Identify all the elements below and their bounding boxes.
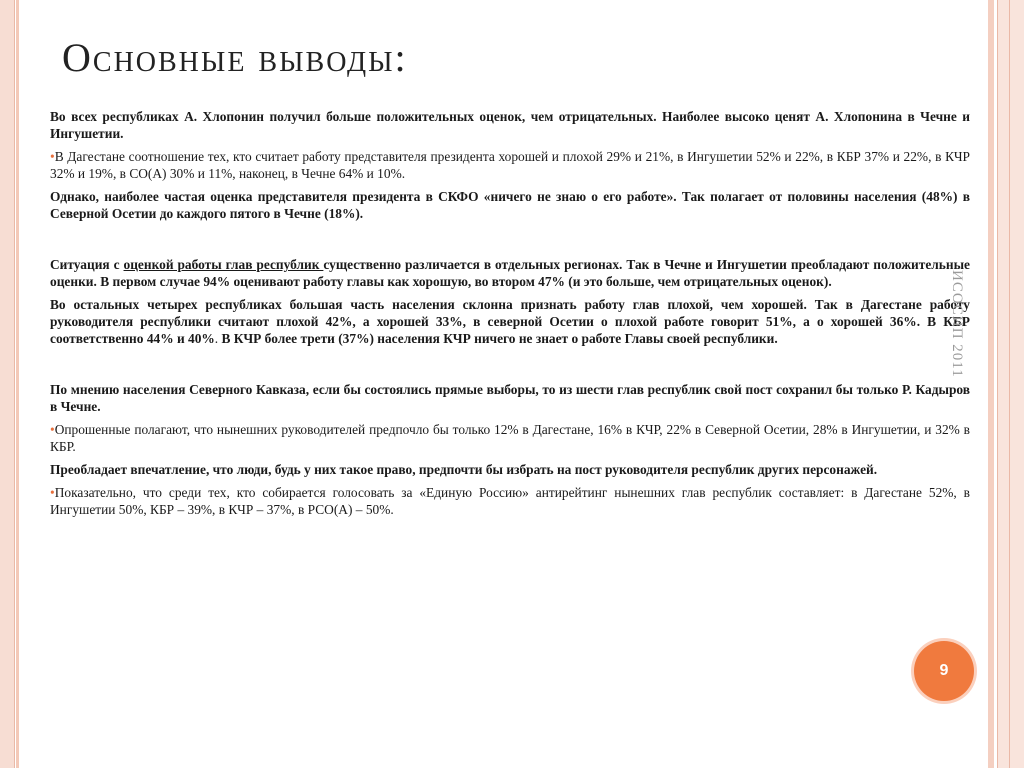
bullet-1 xyxy=(50,148,970,182)
paragraph-4-main: Во остальных четырех республиках большая часть населения склонна признать работу глав плохой, чем хорошей. Так в Дагестане работу руководителя республики считают плохой 42%, а хорошей 33%, в северной Осетии о плохой работе говорит 51%, а о хорошей 36%. В КБР соответственно 44% и 40% xyxy=(50,297,970,346)
left-decor-stripe xyxy=(0,0,15,768)
slide-body xyxy=(50,108,970,524)
paragraph-5: По мнению населения Северного Кавказа, если бы состоялись прямые выборы, то из шести глав республик свой пост сохранил бы только Р. Кадыров в Чечне. xyxy=(50,382,970,414)
bullet-2-text: Опрошенные полагают, что нынешних руководителей предпочло бы только 12% в Дагестане, 16% в КЧР, 22% в Северной Осетии, 28% в Ингушетии, и 32% в КБР. xyxy=(50,422,970,454)
bullet-3 xyxy=(50,484,970,518)
paragraph-1: Во всех республиках А. Хлопонин получил больше положительных оценок, чем отрицательных. Наиболее высоко ценят А. Хлопонина в Чечне и Ингушетии. xyxy=(50,109,970,141)
paragraph-4-dot: . xyxy=(214,331,219,346)
paragraph-3 xyxy=(50,256,970,290)
paragraph-3-link[interactable]: оценкой работы глав республик xyxy=(123,257,324,272)
paragraph-6: Преобладает впечатление, что люди, будь у них такое право, предпочти бы избрать на пост руководителя республик других персонажей. xyxy=(50,462,878,477)
left-decor-line xyxy=(16,0,19,768)
paragraph-2: Однако, наиболее частая оценка представителя президента в СКФО «ничего не знаю о его работе». Так полагает от половины населения (48%) в Северной Осетии до каждого пятого в Чечне (18%). xyxy=(50,189,970,221)
bullet-2 xyxy=(50,421,970,455)
paragraph-3-end: существенно различается в отдельных регионах. Так в Чечне и Ингушетии преобладают положительные оценки. В первом случае 94% оценивают работу главы как хорошую, во втором 47% (и это больше, чем отрицательных оценок). xyxy=(50,257,971,289)
spacer xyxy=(50,353,970,381)
watermark-text: ИСОСИП 2011 xyxy=(949,270,965,378)
slide-title: Основные выводы: xyxy=(62,35,408,80)
spacer xyxy=(50,228,970,256)
bullet-marker: • xyxy=(50,422,55,437)
bullet-marker: • xyxy=(50,149,55,164)
paragraph-4 xyxy=(50,296,970,347)
bullet-3-text: Показательно, что среди тех, кто собирается голосовать за «Единую Россию» антирейтинг нынешних глав республик составляет: в Дагестане 52%, в Ингушетии 50%, КБР – 39%, в КЧР – 37%, в РСО(А) – 50%. xyxy=(50,485,970,517)
bullet-1-text: В Дагестане соотношение тех, кто считает работу представителя президента хорошей и плохой 29% и 21%, в Ингушетии 52% и 22%, в КБР 37% и 22%, в КЧР 32% и 19%, в СО(А) 30% и 11%, наконец, в Чечне 64% и 10%. xyxy=(50,149,970,181)
right-decor-line xyxy=(988,0,994,768)
right-decor-stripe xyxy=(997,0,1024,768)
page-number-badge: 9 xyxy=(914,641,974,701)
bullet-marker: • xyxy=(50,485,55,500)
paragraph-3-start: Ситуация с xyxy=(50,257,124,272)
paragraph-4-tail: В КЧР более трети (37%) населения КЧР ничего не знает о работе Главы своей республики. xyxy=(218,331,778,346)
right-decor-thin-line xyxy=(1009,0,1010,768)
